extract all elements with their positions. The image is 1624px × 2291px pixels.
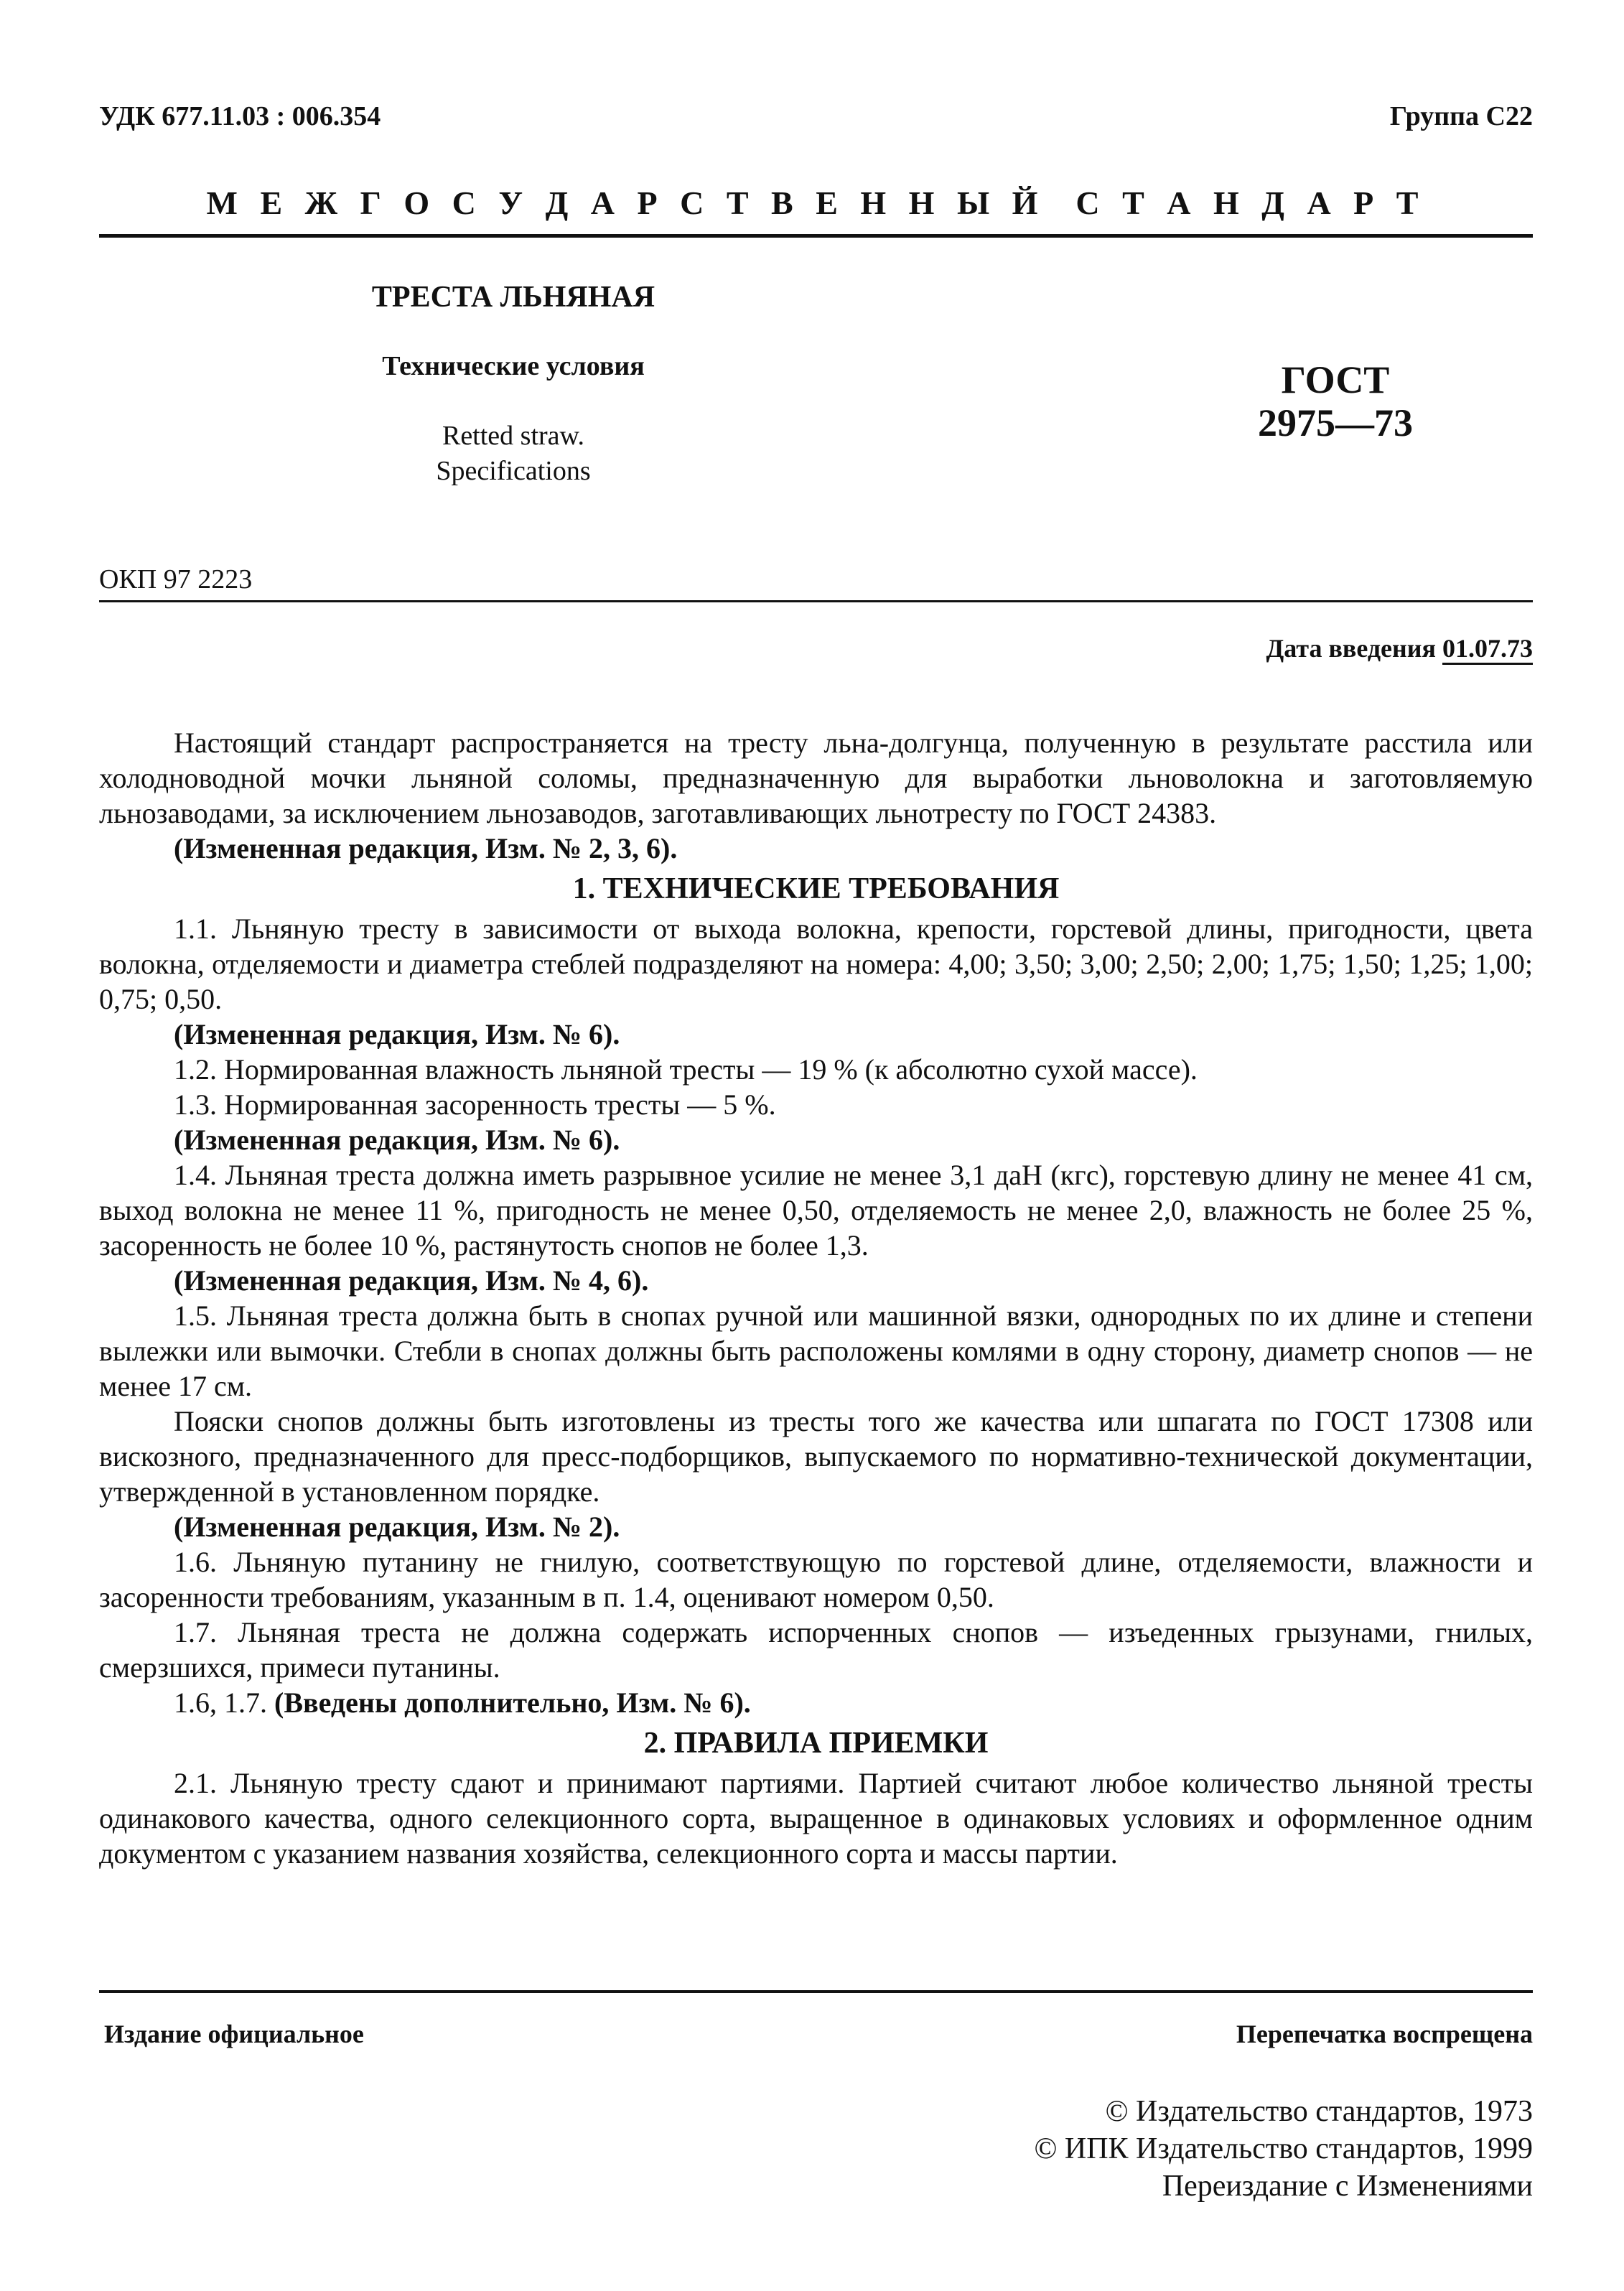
gost-number: 2975—73 xyxy=(1258,401,1413,444)
clause-1-5: 1.5. Льняная треста должна быть в снопах ручной или машинной вязки, однородных по их длине и степени вылежки или вымочки. Стебли в снопах должны быть расположены комлями в одну сторону, диаметр снопов — не менее 17 см. xyxy=(99,1300,1533,1402)
clause-1-4: 1.4. Льняная треста должна иметь разрывное усилие не менее 3,1 даН (кгс), горстевую длину не менее 41 см, выход волокна не менее 11 %, пригодность не менее 0,50, отделяемость не менее 2,0, влажность не более 25 %, засоренность не более 10 %, растянутость снопов не более 1,3. xyxy=(99,1159,1533,1261)
standard-title: ТРЕСТА ЛЬНЯНАЯ xyxy=(371,281,655,314)
amendment-note: (Измененная редакция, Изм. № 6). xyxy=(174,1124,620,1156)
clause-2-1: 2.1. Льняную тресту сдают и принимают партиями. Партией считают любое количество льняной тресты одинакового качества, одного селекционного сорта, выращенное в одинаковых условиях и оформленное одним документом с указанием названия хозяйства, селекционного сорта и массы партии. xyxy=(99,1767,1533,1870)
clause-1-6: 1.6. Льняную путанину не гнилую, соответствующую по горстевой длине, отделяемости, влажности и засоренности требованиям, указанным в п. 1.4, оценивают номером 0,50. xyxy=(99,1546,1533,1613)
amendment-note: (Измененная редакция, Изм. № 2). xyxy=(174,1511,620,1543)
title-english: Retted straw. xyxy=(442,421,585,451)
footer-rule xyxy=(99,1990,1533,1993)
clause-1-7: 1.7. Льняная треста не должна содержать испорченных снопов — изъеденных грызунами, гнилых, смерзшихся, примеси путанины. xyxy=(99,1616,1533,1684)
copyright-line: © Издательство стандартов, 1973 xyxy=(1105,2095,1533,2128)
standard-subtitle: Технические условия xyxy=(382,351,645,381)
okp-code: ОКП 97 2223 xyxy=(99,564,253,594)
section-2-heading: 2. ПРАВИЛА ПРИЕМКИ xyxy=(643,1727,989,1760)
section-1-heading: 1. ТЕХНИЧЕСКИЕ ТРЕБОВАНИЯ xyxy=(572,872,1060,905)
udk-code: УДК 677.11.03 : 006.354 xyxy=(99,101,381,131)
header-rule xyxy=(99,234,1533,238)
copyright-line: © ИПК Издательство стандартов, 1999 xyxy=(1034,2132,1533,2165)
okp-rule xyxy=(99,600,1533,602)
clause-1-5-continued: Пояски снопов должны быть изготовлены из тресты того же качества или шпагата по ГОСТ 17308 или вискозного, предназначенного для пресс-подборщиков, выпускаемого по нормативно-технической документации, утвержденной в установленном порядке. xyxy=(99,1405,1533,1508)
intro-date-label: Дата введения xyxy=(1266,634,1436,663)
intro-date-value: 01.07.73 xyxy=(1442,634,1533,663)
amendment-clauses: 1.6, 1.7. xyxy=(174,1686,267,1719)
clause-1-1: 1.1. Льняную тресту в зависимости от выхода волокна, крепости, горстевой длины, пригодности, цвета волокна, отделяемости и диаметра стеблей подразделяют на номера: 4,00; 3,50; 3,00; 2,50; 2,00; 1,75; 1,50; 1,25; 1,00; 0,75; 0,50. xyxy=(99,913,1533,1015)
interstate-standard-banner: М Е Ж Г О С У Д А Р С Т В Е Н Н Ы Й С Т А Н Д А Р Т xyxy=(206,185,1426,221)
subtitle-english: Specifications xyxy=(436,456,591,486)
gost-label: ГОСТ xyxy=(1281,358,1390,401)
amendment-note: (Измененная редакция, Изм. № 6). xyxy=(174,1018,620,1050)
clause-1-3: 1.3. Нормированная засоренность тресты — 5 %. xyxy=(174,1088,776,1121)
amendment-note: (Измененная редакция, Изм. № 4, 6). xyxy=(174,1264,649,1297)
amendment-note-1-6-1-7 xyxy=(99,1685,1533,1720)
intro-paragraph: Настоящий стандарт распространяется на тресту льна-долгунца, полученную в результате расстила или холодноводной мочки льняной соломы, предназначенную для выработки льноволокна и заготовляемую льнозаводами, за исключением льнозаводов, заготавливающих льнотресту по ГОСТ 24383. xyxy=(99,727,1533,829)
document-body xyxy=(99,725,1533,1871)
amendment-note: (Измененная редакция, Изм. № 2, 3, 6). xyxy=(174,832,678,864)
clause-1-2: 1.2. Нормированная влажность льняной тресты — 19 % (к абсолютно сухой массе). xyxy=(174,1053,1198,1086)
group-code: Группа С22 xyxy=(1389,101,1533,131)
intro-date xyxy=(1266,633,1534,663)
reissue-note: Переиздание с Изменениями xyxy=(1162,2170,1533,2203)
official-edition: Издание официальное xyxy=(104,2020,364,2048)
amendment-note: (Введены дополнительно, Изм. № 6). xyxy=(274,1686,751,1719)
reprint-prohibited: Перепечатка воспрещена xyxy=(1236,2020,1533,2048)
copyright-block xyxy=(1034,2093,1533,2205)
